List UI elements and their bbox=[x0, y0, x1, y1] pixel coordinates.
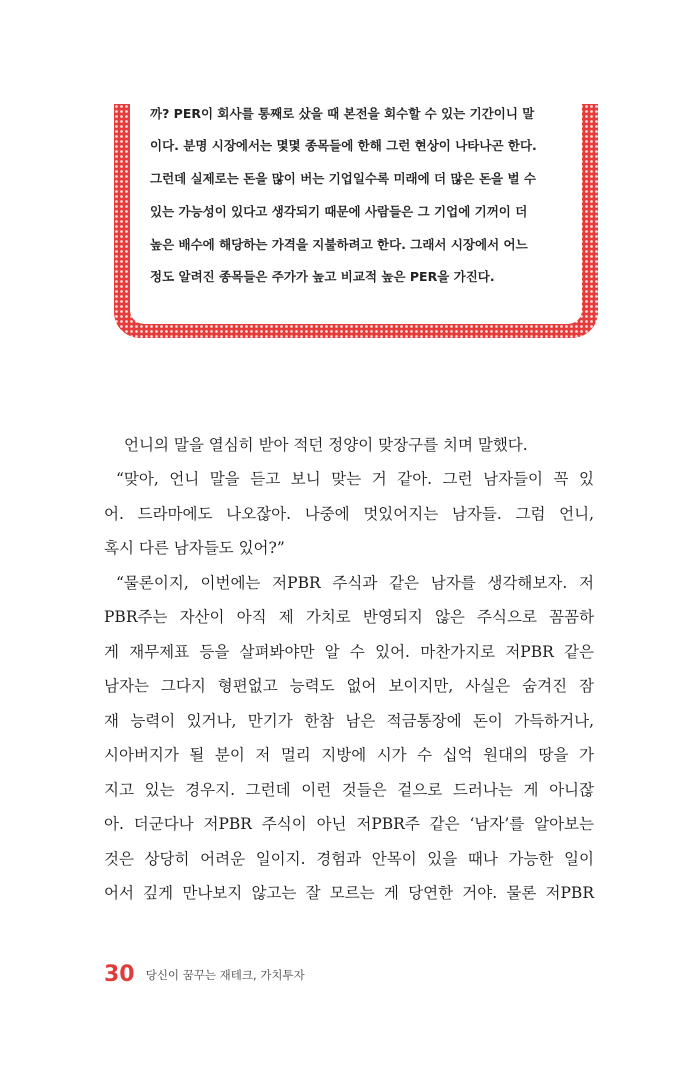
sidebar-callout-box bbox=[114, 104, 598, 338]
callout-line: 까? PER이 회사를 통째로 샀을 때 본전을 회수할 수 있는 기간이니 말 bbox=[150, 106, 535, 121]
body-line: 혹시 다른 남자들도 있어?” bbox=[104, 539, 285, 557]
body-line: 게 재무제표 등을 살펴봐야만 알 수 있어. 마찬가지로 저PBR 같은 bbox=[104, 643, 594, 661]
callout-line: 정도 알려진 종목들은 주가가 높고 비교적 높은 PER을 가진다. bbox=[150, 269, 495, 284]
body-line: 어. 드라마에도 나오잖아. 나중에 멋있어지는 남자들. 그럼 언니, bbox=[104, 505, 594, 523]
body-line: 어서 깊게 만나보지 않고는 잘 모르는 게 당연한 거야. 물론 저PBR bbox=[104, 884, 594, 902]
body-line: “맞아, 언니 말을 듣고 보니 맞는 거 같아. 그런 남자들이 꼭 있 bbox=[116, 470, 594, 488]
callout-line: 그런데 실제로는 돈을 많이 버는 기업일수록 미래에 더 많은 돈을 벌 수 bbox=[150, 171, 536, 186]
page-number: 30 bbox=[104, 962, 135, 987]
body-line: 것은 상당히 어려운 일이지. 경험과 안목이 있을 때나 가능한 일이 bbox=[104, 850, 594, 868]
page-footer bbox=[104, 962, 305, 992]
callout-line: 이다. 분명 시장에서는 몇몇 종목들에 한해 그런 현상이 나타나곤 한다. bbox=[150, 138, 537, 153]
body-line: “물론이지, 이번에는 저PBR 주식과 같은 남자를 생각해보자. 저 bbox=[116, 574, 594, 592]
callout-line: 있는 가능성이 있다고 생각되기 때문에 사람들은 그 기업에 기꺼이 더 bbox=[150, 204, 528, 219]
body-line: 재 능력이 있거나, 만기가 한참 남은 적금통장에 돈이 가득하거나, bbox=[104, 712, 594, 730]
body-line: 지고 있는 경우지. 그런데 이런 것들은 겉으로 드러나는 게 아니잖 bbox=[104, 781, 594, 799]
callout-inner-panel bbox=[130, 100, 582, 324]
body-line: PBR주는 자산이 아직 제 가치로 반영되지 않은 주식으로 꼼꼼하 bbox=[104, 608, 594, 626]
book-title: 당신이 꿈꾸는 재테크, 가치투자 bbox=[145, 967, 305, 982]
body-line: 남자는 그다지 형편없고 능력도 없어 보이지만, 사실은 숨겨진 잠 bbox=[104, 677, 594, 695]
body-line: 아. 더군다나 저PBR 주식이 아닌 저PBR주 같은 ‘남자’를 알아보는 bbox=[104, 815, 594, 833]
body-line: 시아버지가 될 분이 저 멀리 지방에 시가 수 십억 원대의 땅을 가 bbox=[104, 746, 594, 764]
callout-line: 높은 배수에 해당하는 가격을 지불하려고 한다. 그래서 시장에서 어느 bbox=[150, 237, 528, 252]
body-line: 언니의 말을 열심히 받아 적던 정양이 맞장구를 치며 말했다. bbox=[124, 436, 528, 454]
